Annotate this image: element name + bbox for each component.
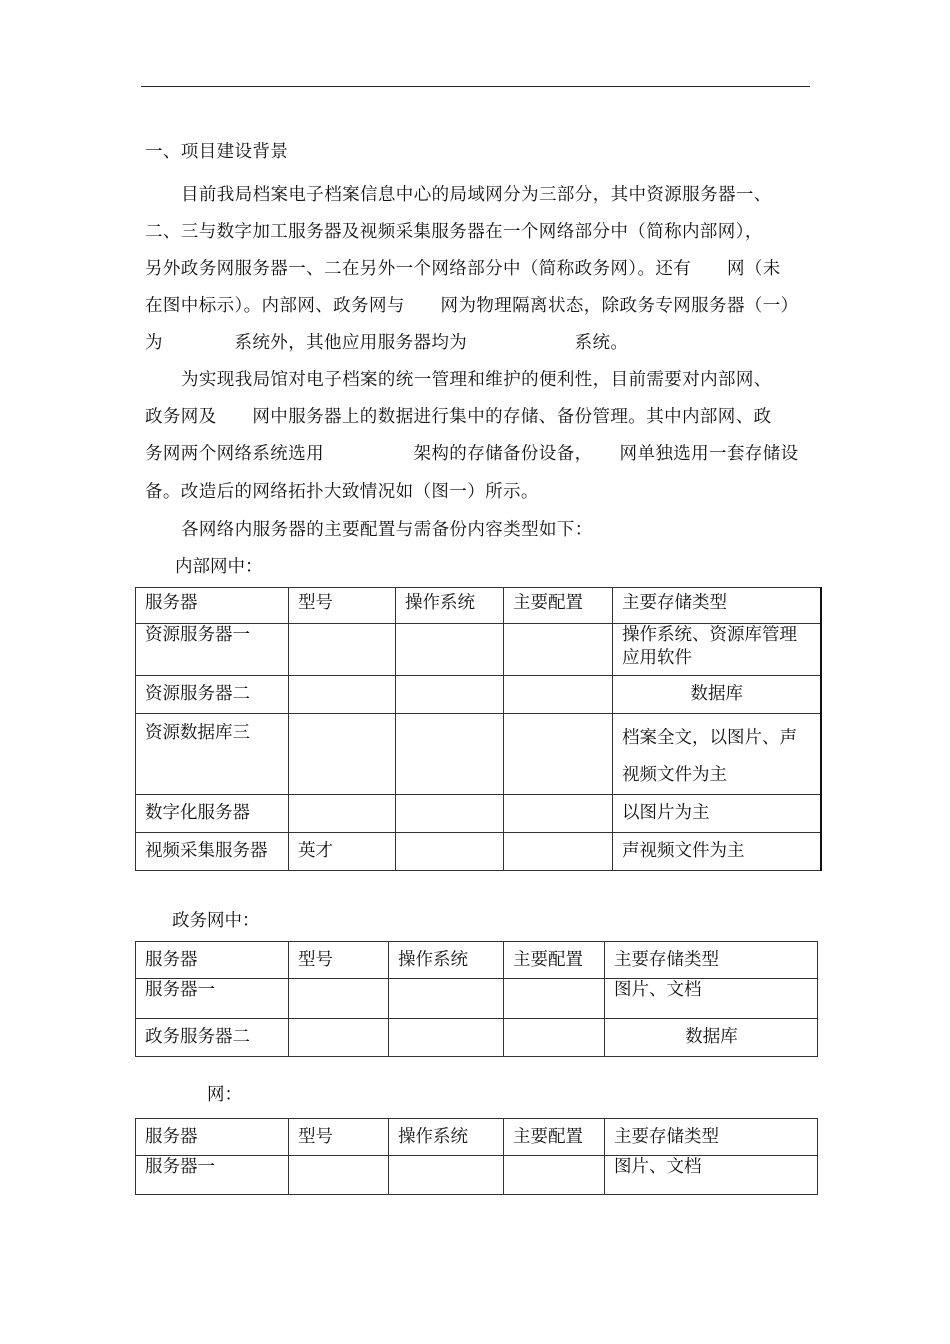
header-cell: 型号 xyxy=(289,942,389,979)
header-cell: 型号 xyxy=(289,1119,389,1156)
header-cell: 主要配置 xyxy=(504,1119,605,1156)
table-row xyxy=(136,1019,818,1057)
header-rule xyxy=(141,86,810,87)
paragraph-line: 二、三与数字加工服务器及视频采集服务器在一个网络部分中（简称内部网）， xyxy=(145,222,763,242)
table-row xyxy=(136,1156,818,1195)
paragraph-line: 为 系统外，其他应用服务器均为 系统。 xyxy=(145,333,629,353)
table-cell xyxy=(504,1156,605,1195)
header-cell: 主要存储类型 xyxy=(605,1119,818,1156)
third-network-table xyxy=(135,1118,818,1195)
table-cell xyxy=(289,795,396,833)
table-cell: 数据库 xyxy=(613,676,821,714)
table-cell xyxy=(504,714,613,795)
table-cell: 政务服务器二 xyxy=(136,1019,289,1057)
table-cell xyxy=(289,979,389,1019)
table-row xyxy=(136,795,821,833)
table-cell: 服务器一 xyxy=(136,1156,289,1195)
header-cell: 操作系统 xyxy=(396,588,504,624)
table-row xyxy=(136,676,821,714)
table-cell: 资源数据库三 xyxy=(136,714,289,795)
table-row xyxy=(136,714,821,795)
table-cell xyxy=(504,1019,605,1057)
table-cell xyxy=(289,1019,389,1057)
table-cell: 英才 xyxy=(289,833,396,871)
section-heading: 一、项目建设背景 xyxy=(145,142,289,162)
header-cell: 操作系统 xyxy=(389,1119,504,1156)
table-row xyxy=(136,979,818,1019)
table-cell: 声视频文件为主 xyxy=(613,833,821,871)
gov-network-table xyxy=(135,941,818,1057)
table-header-row xyxy=(136,588,821,624)
table-cell xyxy=(396,624,504,676)
header-cell: 主要存储类型 xyxy=(605,942,818,979)
table-cell xyxy=(389,1019,504,1057)
third-network-label: 网： xyxy=(207,1085,242,1105)
table-cell: 图片、文档 xyxy=(605,979,818,1019)
table-cell xyxy=(289,714,396,795)
table-cell xyxy=(289,676,396,714)
internal-network-table xyxy=(135,587,822,871)
header-cell: 操作系统 xyxy=(389,942,504,979)
table-cell xyxy=(289,624,396,676)
header-cell: 主要配置 xyxy=(504,588,613,624)
table-cell xyxy=(289,1156,389,1195)
paragraph-line: 在图中标示）。内部网、政务网与 网为物理隔离状态，除政务专网服务器（一） xyxy=(145,296,799,316)
table-cell: 资源服务器二 xyxy=(136,676,289,714)
paragraph-line: 政务网及 网中服务器上的数据进行集中的存储、备份管理。其中内部网、政 xyxy=(145,407,772,427)
table-cell: 数字化服务器 xyxy=(136,795,289,833)
header-cell: 服务器 xyxy=(136,1119,289,1156)
paragraph-line: 为实现我局馆对电子档案的统一管理和维护的便利性，目前需要对内部网、 xyxy=(181,370,772,390)
table-cell xyxy=(504,979,605,1019)
table-cell xyxy=(504,795,613,833)
table-cell: 视频采集服务器 xyxy=(136,833,289,871)
table-cell xyxy=(389,1156,504,1195)
table-row xyxy=(136,833,821,871)
header-cell: 型号 xyxy=(289,588,396,624)
paragraph-line: 各网络内服务器的主要配置与需备份内容类型如下： xyxy=(181,520,593,540)
internal-network-label: 内部网中： xyxy=(175,557,263,577)
paragraph-line: 务网两个网络系统选用 架构的存储备份设备， 网单独选用一套存储设 xyxy=(145,444,799,464)
table-cell xyxy=(504,833,613,871)
table-cell: 档案全文，以图片、声视频文件为主 xyxy=(613,714,821,795)
header-cell: 主要存储类型 xyxy=(613,588,821,624)
table-cell: 操作系统、资源库管理应用软件 xyxy=(613,624,821,676)
header-cell: 服务器 xyxy=(136,588,289,624)
table-cell xyxy=(504,624,613,676)
paragraph-line: 备。改造后的网络拓扑大致情况如（图一）所示。 xyxy=(145,482,539,502)
table-cell: 服务器一 xyxy=(136,979,289,1019)
table-cell xyxy=(396,795,504,833)
table-cell xyxy=(396,676,504,714)
table-cell: 数据库 xyxy=(605,1019,818,1057)
table-cell: 以图片为主 xyxy=(613,795,821,833)
table-cell: 资源服务器一 xyxy=(136,624,289,676)
table-cell xyxy=(389,979,504,1019)
table-cell xyxy=(504,676,613,714)
table-cell xyxy=(396,714,504,795)
paragraph-line: 目前我局档案电子档案信息中心的局域网分为三部分，其中资源服务器一、 xyxy=(181,185,772,205)
table-row xyxy=(136,624,821,676)
header-cell: 服务器 xyxy=(136,942,289,979)
gov-network-label: 政务网中： xyxy=(172,911,260,931)
paragraph-line: 另外政务网服务器一、二在另外一个网络部分中（简称政务网）。还有 网（未 xyxy=(145,259,781,279)
header-cell: 主要配置 xyxy=(504,942,605,979)
table-cell xyxy=(396,833,504,871)
table-header-row xyxy=(136,1119,818,1156)
table-cell: 图片、文档 xyxy=(605,1156,818,1195)
table-header-row xyxy=(136,942,818,979)
